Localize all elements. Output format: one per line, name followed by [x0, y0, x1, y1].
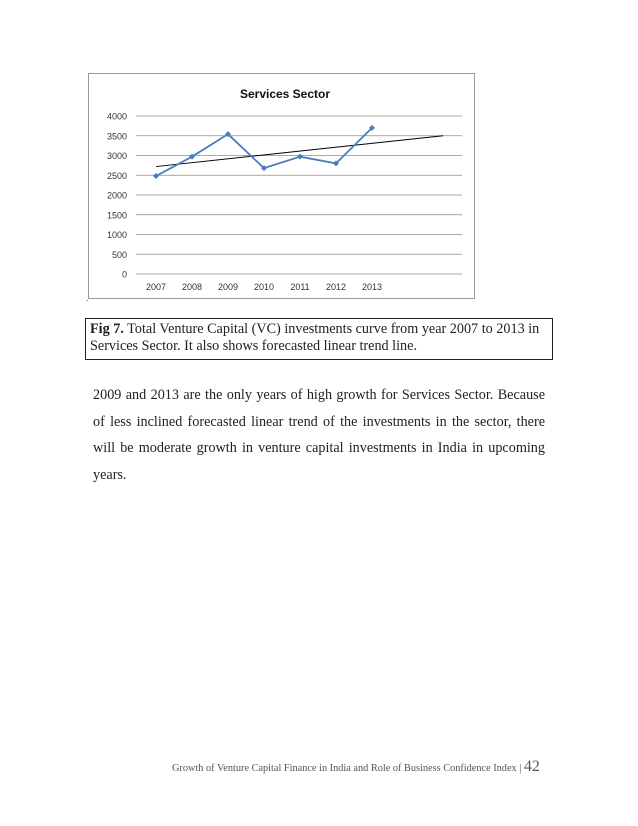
y-tick-label: 1500: [106, 210, 127, 221]
x-tick-label: 2011: [290, 282, 310, 292]
page-footer: [172, 758, 552, 776]
y-tick-label: 2000: [106, 190, 127, 201]
y-tick-label: 0: [121, 269, 127, 280]
y-tick-label: 1000: [106, 230, 127, 240]
running-title: Growth of Venture Capital Finance in India and Role of Business Confidence Index |: [172, 763, 522, 774]
x-tick-label: 2013: [361, 282, 383, 292]
x-tick-label: 2007: [145, 282, 167, 292]
y-tick-label: 3500: [106, 131, 127, 142]
x-tick-label: 2009: [217, 282, 239, 292]
y-tick-label: 2500: [106, 170, 127, 181]
figure-label: Fig 7.: [90, 321, 124, 337]
y-tick-label: 4000: [106, 111, 127, 122]
figure-caption: [85, 318, 553, 360]
services-sector-chart: [89, 74, 474, 298]
x-tick-label: 2008: [181, 282, 203, 292]
chart-container: [88, 73, 475, 299]
x-tick-label: 2010: [253, 282, 275, 292]
chart-title: Services Sector: [239, 87, 331, 101]
linear-trend-line: [156, 136, 443, 167]
figure-caption-text: Total Venture Capital (VC) investments curve from year 2007 to 2013 in Services Sector. It also shows forecasted linear trend line.: [90, 321, 540, 354]
x-tick-label: 2012: [325, 282, 347, 292]
y-tick-label: 500: [111, 249, 127, 260]
body-paragraph: 2009 and 2013 are the only years of high growth for Services Sector. Because of less inclined forecasted linear trend of the investments in the sector, there will be moderate growth in venture capital investments in India in upcoming years.: [93, 387, 545, 483]
stray-dot: .: [86, 293, 89, 303]
y-tick-label: 3000: [106, 151, 127, 161]
data-point-marker: [297, 154, 303, 160]
page-number: 42: [523, 758, 540, 775]
